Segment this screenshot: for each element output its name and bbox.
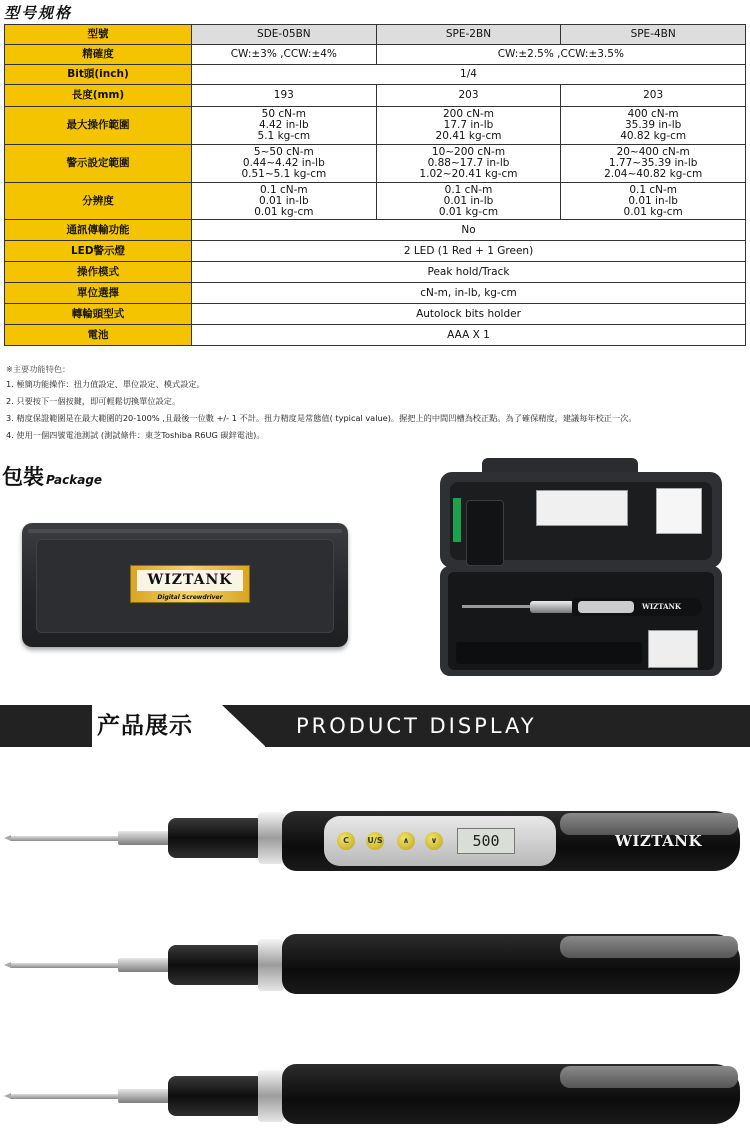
row-label: 警示設定範圍	[5, 145, 192, 183]
table-row	[5, 65, 746, 85]
row-label: 精確度	[5, 45, 192, 65]
row-label: 電池	[5, 325, 192, 346]
row-label: 轉輪頭型式	[5, 304, 192, 325]
table-cell: Autolock bits holder	[192, 304, 746, 325]
banner-right-notch	[222, 705, 266, 747]
foam-cavity	[456, 642, 642, 664]
table-cell: 200 cN-m 17.7 in-lb 20.41 kg-cm	[376, 107, 561, 145]
table-cell: AAA X 1	[192, 325, 746, 346]
clear-button: C	[337, 832, 355, 850]
display-title-cn: 产品展示	[97, 713, 193, 739]
rubber-grip	[560, 1066, 738, 1088]
screwdriver-bit	[10, 1094, 130, 1099]
row-label: 分辨度	[5, 183, 192, 220]
table-row	[5, 220, 746, 241]
table-cell: 400 cN-m 35.39 in-lb 40.82 kg-cm	[561, 107, 746, 145]
table-cell: 0.1 cN-m 0.01 in-lb 0.01 kg-cm	[192, 183, 377, 220]
table-row	[5, 283, 746, 304]
open-case-image	[440, 458, 722, 676]
row-label: LED警示燈	[5, 241, 192, 262]
row-label: 型號	[5, 25, 192, 45]
product-display-banner	[0, 705, 750, 747]
note-item: 2. 只要按下一個按鍵，即可輕鬆切換單位設定。	[6, 396, 181, 406]
tool-brand: WIZTANK	[642, 602, 681, 611]
table-cell: Peak hold/Track	[192, 262, 746, 283]
screwdriver-in-case	[462, 598, 702, 616]
model-spe-4bn: SPE-4BN	[561, 25, 746, 45]
calibration-sheet	[536, 490, 628, 526]
row-label: 長度(mm)	[5, 85, 192, 107]
bit-tip	[4, 1093, 11, 1099]
product-photo-back	[0, 1046, 750, 1136]
note-item: 1. 極簡功能操作：扭力值設定、單位設定、模式設定。	[6, 379, 205, 389]
table-cell: 0.1 cN-m 0.01 in-lb 0.01 kg-cm	[376, 183, 561, 220]
chrome-ring	[258, 812, 284, 864]
table-cell: cN-m, in-lb, kg-cm	[192, 283, 746, 304]
table-cell: 5~50 cN-m 0.44~4.42 in-lb 0.51~5.1 kg-cm	[192, 145, 377, 183]
table-cell: 203	[561, 85, 746, 107]
table-row	[5, 45, 746, 65]
case-lip	[28, 529, 342, 533]
down-button: ∨	[425, 832, 443, 850]
spec-title: 型号规格	[4, 4, 73, 22]
chrome-ring	[258, 1070, 284, 1122]
chuck	[168, 1076, 264, 1116]
row-label: 最大操作範圍	[5, 107, 192, 145]
desiccant-sachet	[648, 630, 698, 668]
product-photo-front	[0, 795, 750, 885]
closed-case-image	[22, 523, 348, 647]
product-photo-side	[0, 920, 750, 1010]
table-cell: 1/4	[192, 65, 746, 85]
case-brand-subtitle: Digital Screwdriver	[157, 594, 223, 601]
bit-tip	[4, 962, 11, 968]
note-item: 3. 精度保證範圍是在最大範圍的20-100% ,且最後一位數 +/- 1 不計。扭力精度是常態值( typical value)。握把上的中間凹槽為校正點。為了確保精度，建議每年校正一次。	[6, 413, 637, 423]
note-item: 4. 使用一個四號電池測試 (測試條件：東芝Toshiba R6UG 碳鋅電池)。	[6, 430, 265, 440]
row-label: 操作模式	[5, 262, 192, 283]
table-row	[5, 85, 746, 107]
table-cell: 0.1 cN-m 0.01 in-lb 0.01 kg-cm	[561, 183, 746, 220]
table-row	[5, 145, 746, 183]
table-cell: CW:±2.5% ,CCW:±3.5%	[376, 45, 745, 65]
notes-title: ※主要功能特色：	[6, 364, 71, 374]
tool-chuck	[530, 601, 574, 613]
table-row	[5, 262, 746, 283]
tool-bit	[462, 605, 532, 608]
row-label: 通訊傳輸功能	[5, 220, 192, 241]
table-cell: 20~400 cN-m 1.77~35.39 in-lb 2.04~40.82 kg-cm	[561, 145, 746, 183]
model-sde-05bn: SDE-05BN	[192, 25, 377, 45]
manual-sheet	[656, 488, 702, 534]
case-brand-name: WIZTANK	[137, 570, 243, 591]
package-title-cn: 包裝	[2, 465, 44, 489]
chuck	[168, 818, 264, 858]
table-cell: 193	[192, 85, 377, 107]
rubber-grip	[560, 936, 738, 958]
table-cell: 10~200 cN-m 0.88~17.7 in-lb 1.02~20.41 kg-cm	[376, 145, 561, 183]
spec-table	[4, 24, 746, 346]
screwdriver-bit	[10, 836, 130, 841]
table-row	[5, 25, 746, 45]
table-cell: 203	[376, 85, 561, 107]
case-brand-label	[130, 565, 250, 603]
package-title-en: Package	[46, 473, 103, 487]
row-label: Bit頭(inch)	[5, 65, 192, 85]
handle-brand: WIZTANK	[615, 832, 703, 850]
table-row	[5, 107, 746, 145]
lid-slot	[466, 500, 504, 566]
unit-set-button: U/S	[366, 832, 384, 850]
screwdriver-bit	[10, 963, 130, 968]
display-title-en: PRODUCT DISPLAY	[296, 714, 537, 738]
table-row	[5, 325, 746, 346]
up-button: ∧	[397, 832, 415, 850]
tool-panel	[578, 601, 634, 613]
table-row	[5, 241, 746, 262]
bit-tip	[4, 835, 11, 841]
table-cell: CW:±3% ,CCW:±4%	[192, 45, 377, 65]
table-cell: 50 cN-m 4.42 in-lb 5.1 kg-cm	[192, 107, 377, 145]
table-row	[5, 183, 746, 220]
chrome-ring	[258, 939, 284, 991]
chuck	[168, 945, 264, 985]
package-heading	[2, 461, 102, 491]
table-row	[5, 304, 746, 325]
green-tag	[453, 498, 461, 542]
lcd-display: 500	[457, 828, 515, 854]
table-cell: No	[192, 220, 746, 241]
model-spe-2bn: SPE-2BN	[376, 25, 561, 45]
row-label: 單位選擇	[5, 283, 192, 304]
feature-notes	[6, 362, 637, 444]
table-cell: 2 LED (1 Red + 1 Green)	[192, 241, 746, 262]
